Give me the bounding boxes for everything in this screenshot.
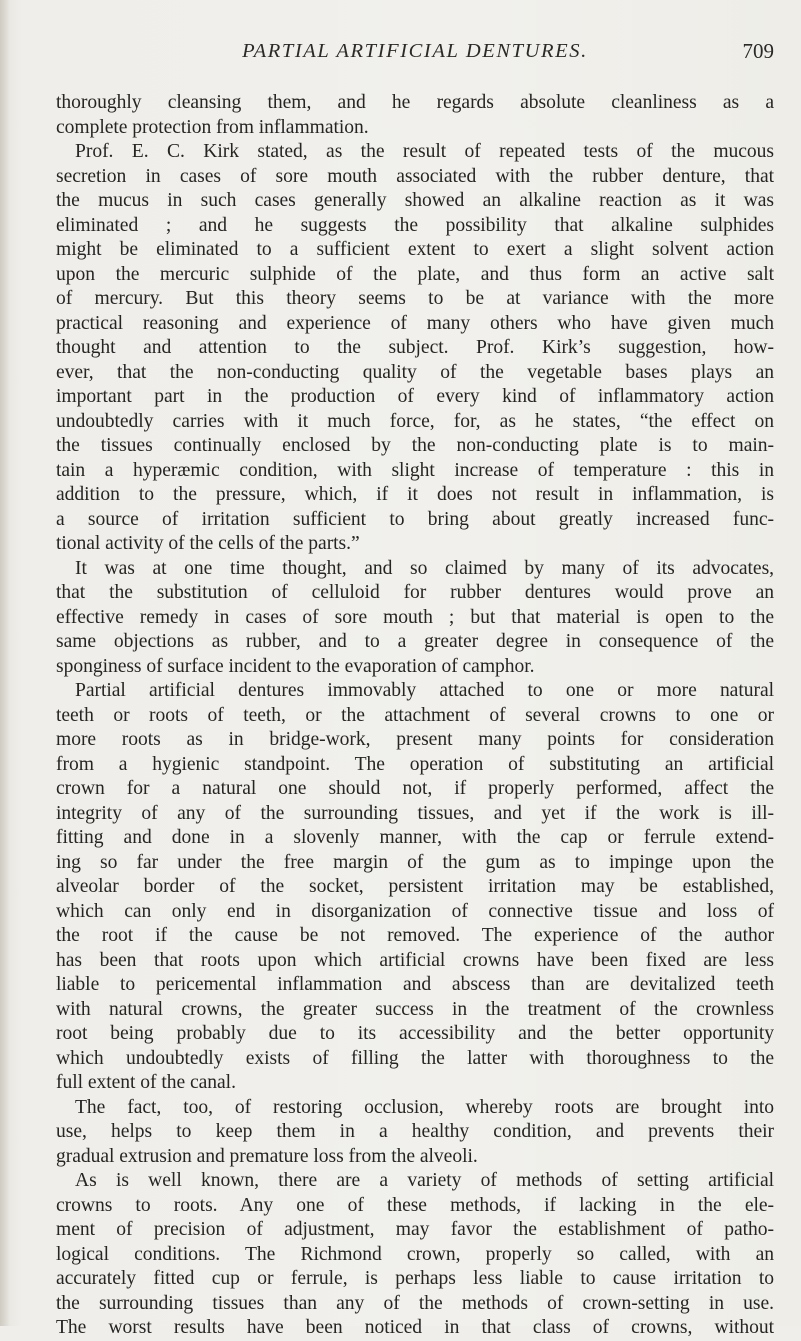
text-line: that the substitution of celluloid for rubber dentures would prove an [56,582,774,603]
text-line: complete protection from inflammation. [56,116,369,138]
text-line: thoroughly cleansing them, and he regards absolute cleanliness as a [56,92,774,113]
text-line: from a hygienic standpoint. The operation of substituting an artificial [56,753,774,775]
text-line: the mucus in such cases generally showed an alkaline reaction as it was [56,190,774,211]
text-line: logical conditions. The Richmond crown, properly so called, with an [56,1243,774,1265]
body-text [56,91,774,1341]
text-line: ever, that the non-conducting quality of the vegetable bases plays an [56,361,774,383]
text-line: effective remedy in cases of sore mouth ; but that material is open to the [56,606,774,628]
text-line: root being probably due to its accessibility and the better opportunity [56,1023,774,1044]
text-line: the surrounding tissues than any of the methods of crown-setting in use. [56,1292,774,1314]
text-line: with natural crowns, the greater success in the treatment of the crownless [56,998,774,1020]
text-line: As is well known, there are a variety of methods of setting artificial [75,1170,774,1191]
text-line: addition to the pressure, which, if it does not result in inflammation, is [56,484,774,505]
text-line: liable to pericemental inflammation and abscess than are devitalized teeth [56,974,774,995]
text-line: has been that roots upon which artificial crowns have been fixed are less [56,949,774,971]
text-line: tain a hyperæmic condition, with slight increase of temperature : this in [56,459,774,481]
text-line: accurately fitted cup or ferrule, is perhaps less liable to cause irritation to [56,1268,774,1289]
text-line: the root if the cause be not removed. The experience of the author [56,925,774,946]
text-line: thought and attention to the subject. Prof. Kirk’s suggestion, how- [56,337,774,358]
running-title: PARTIAL ARTIFICIAL DENTURES. [242,40,588,62]
page-number: 709 [742,39,774,63]
text-line: a source of irritation sufficient to bring about greatly increased func- [56,508,774,530]
text-line: ing so far under the free margin of the gum as to impinge upon the [56,851,774,873]
text-line: which can only end in disorganization of connective tissue and loss of [56,900,774,922]
text-line: secretion in cases of sore mouth associated with the rubber denture, that [56,165,774,187]
text-line: The worst results have been noticed in that class of crowns, without [56,1317,774,1338]
text-line: Partial artificial dentures immovably attached to one or more natural [75,680,774,701]
text-line: crowns to roots. Any one of these methods, if lacking in the ele- [56,1194,774,1216]
text-line: full extent of the canal. [56,1072,236,1093]
text-line: alveolar border of the socket, persistent irritation may be established, [56,876,774,897]
text-line: same objections as rubber, and to a greater degree in consequence of the [56,631,774,652]
binding-shadow [0,0,10,1326]
text-line: The fact, too, of restoring occlusion, whereby roots are brought into [75,1096,774,1118]
text-line: It was at one time thought, and so claimed by many of its advocates, [75,557,774,579]
text-line: fitting and done in a slovenly manner, with the cap or ferrule extend- [56,827,774,848]
text-line: crown for a natural one should not, if properly performed, affect the [56,778,774,799]
text-line: teeth or roots of teeth, or the attachment of several crowns to one or [56,704,774,726]
text-line: Prof. E. C. Kirk stated, as the result of repeated tests of the mucous [75,141,774,162]
text-line: integrity of any of the surrounding tissues, and yet if the work is ill- [56,802,774,824]
text-line: the tissues continually enclosed by the non-conducting plate is to main- [56,435,774,456]
text-line: important part in the production of every kind of inflammatory action [56,386,774,407]
text-line: of mercury. But this theory seems to be at variance with the more [56,288,774,309]
text-line: might be eliminated to a sufficient extent to exert a slight solvent action [56,239,774,260]
running-head [56,36,774,66]
text-line: undoubtedly carries with it much force, for, as he states, “the effect on [56,410,774,432]
text-line: sponginess of surface incident to the evaporation of camphor. [56,655,535,677]
text-line: practical reasoning and experience of many others who have given much [56,312,774,334]
text-line: ment of precision of adjustment, may favor the establishment of patho- [56,1219,774,1240]
text-line: gradual extrusion and premature loss from the alveoli. [56,1145,478,1167]
text-line: use, helps to keep them in a healthy condition, and prevents their [56,1121,774,1142]
text-line: eliminated ; and he suggests the possibility that alkaline sulphides [56,214,774,236]
text-line: more roots as in bridge-work, present many points for consideration [56,729,774,750]
text-line: tional activity of the cells of the parts.” [56,533,360,554]
text-line: which undoubtedly exists of filling the latter with thoroughness to the [56,1047,774,1069]
text-line: upon the mercuric sulphide of the plate, and thus form an active salt [56,263,774,285]
